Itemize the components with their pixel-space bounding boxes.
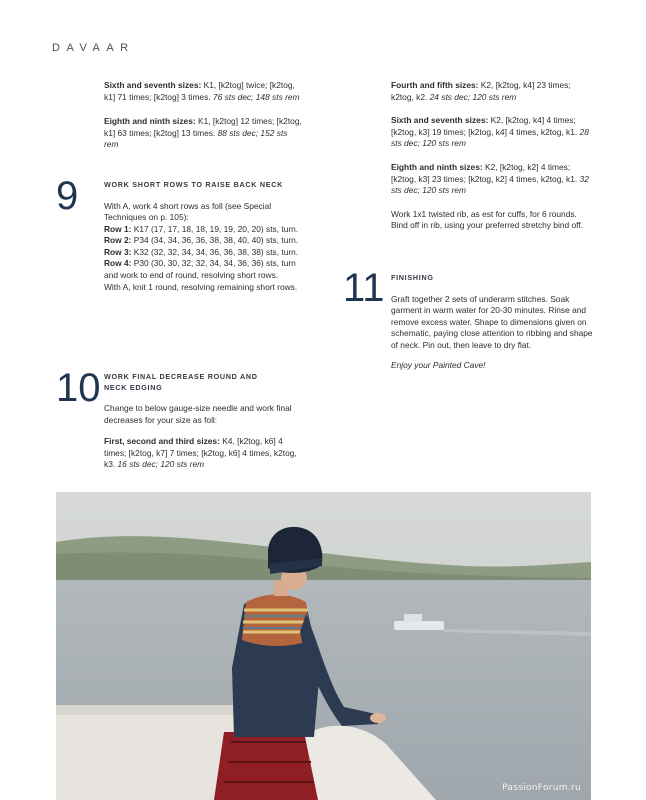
signoff: Enjoy your Painted Cave! bbox=[391, 360, 486, 371]
row-instruction: Row 3: K32 (32, 32, 34, 34, 36, 36, 38, 38) sts, turn. bbox=[104, 246, 299, 257]
row-instruction: Row 2: P34 (34, 34, 36, 36, 38, 38, 40, 40) sts, turn. bbox=[104, 235, 299, 246]
size-instruction: Eighth and ninth sizes: K1, [k2tog] 12 times; [k2tog, k1] 63 times; [k2tog] 13 times. 88 sts dec; 152 sts rem bbox=[104, 116, 302, 150]
section-number-11: 11 bbox=[343, 266, 385, 310]
size-instruction: Sixth and seventh sizes: K2, [k2tog, k4] 4 times; [k2tog, k3] 19 times; [k2tog, k4] 4 times, k2tog, k1. 28 sts dec; 120 sts rem bbox=[391, 115, 589, 149]
row-instruction: Row 1: K17 (17, 17, 18, 18, 19, 19, 20, 20) sts, turn. bbox=[104, 223, 299, 234]
section-intro: Change to below gauge-size needle and work final decreases for your size as foll: bbox=[104, 403, 292, 425]
watermark: PassionForum.ru bbox=[502, 783, 581, 794]
column-left bbox=[104, 80, 304, 158]
column-right bbox=[391, 80, 593, 232]
section-intro: With A, work 4 short rows as foll (see Special Techniques on p. 105): bbox=[104, 200, 272, 223]
section-11 bbox=[391, 273, 593, 372]
section-title: WORK FINAL DECREASE ROUND AND NECK EDGING bbox=[104, 372, 258, 392]
photo-illustration bbox=[56, 492, 591, 800]
size-instruction: First, second and third sizes: K4, [k2tog, k6] 4 times; [k2tog, k7] 7 times; [k2tog, k6] 4 times, k2tog, k3. 16 sts dec; 120 sts rem bbox=[104, 436, 297, 470]
model-photo bbox=[56, 492, 591, 800]
section-number-9: 9 bbox=[56, 174, 79, 218]
size-instruction: Sixth and seventh sizes: K1, [k2tog] twice; [k2tog, k1] 71 times; [k2tog] 3 times. 76 sts dec; 148 sts rem bbox=[104, 80, 300, 102]
section-title: FINISHING bbox=[391, 273, 434, 282]
size-instruction: Eighth and ninth sizes: K2, [k2tog, k2] 4 times; [k2tog, k3] 23 times; [k2tog, k2] 4 times, k2tog, k1. 32 sts dec; 120 sts rem bbox=[391, 161, 589, 196]
section-9 bbox=[104, 180, 304, 293]
row-instruction: Row 4: P30 (30, 30, 32, 32, 34, 34, 36, 36) sts, turn and work to end of round, resolving short rows. bbox=[104, 258, 296, 281]
section-title: WORK SHORT ROWS TO RAISE BACK NECK bbox=[104, 180, 283, 189]
finishing-body: Graft together 2 sets of underarm stitches. Soak garment in warm water for 20-30 minutes. Rinse and remove excess water. Shape to dimensions given on schematic, paying close attention to ribbing and shape of neck. Pin out, then leave to dry flat. bbox=[391, 293, 593, 350]
bind-off-instruction: Bind off in rib, using your preferred stretchy bind off. bbox=[391, 220, 583, 231]
section-10 bbox=[104, 372, 304, 478]
size-instruction: Fourth and fifth sizes: K2, [k2tog, k4] 23 times; k2tog, k2. 24 sts dec; 120 sts rem bbox=[391, 80, 571, 102]
running-header: DAVAAR bbox=[52, 42, 135, 54]
section-closing: With A, knit 1 round, resolving remaining short rows. bbox=[104, 281, 298, 292]
section-number-10: 10 bbox=[56, 366, 101, 410]
rib-instruction: Work 1x1 twisted rib, as est for cuffs, for 6 rounds. bbox=[391, 208, 577, 219]
